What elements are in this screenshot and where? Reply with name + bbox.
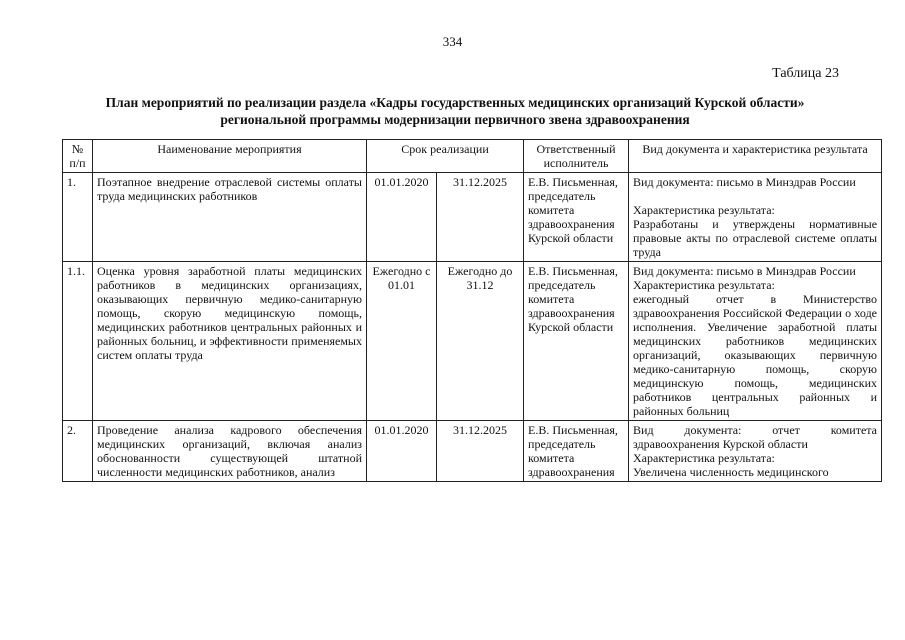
row-end: 31.12.2025: [437, 173, 524, 262]
table-row: [63, 262, 882, 421]
row-name-text: Проведение анализа кадрового обеспечения медицинских организаций, включая анализ обоснованности существующей штатной численности медицинских работников, анализ: [97, 423, 362, 479]
header-result: Вид документа и характеристика результата: [629, 140, 882, 173]
row-responsible: Е.В. Письменная, председатель комитета здравоохранения Курской области: [524, 262, 629, 421]
row-name: Оценка уровня заработной платы медицинских работников в медицинских организациях, оказывающих первичную медико-санитарную помощь, скорую медицинскую помощь, медицинских работников центральных районных и районных больниц, и эффективности применяемых систем оплаты труда: [93, 262, 367, 421]
row-result: [629, 421, 882, 482]
row-num: 1.1.: [63, 262, 93, 421]
header-name: Наименование мероприятия: [93, 140, 367, 173]
row-doc: Вид документа: письмо в Минздрав России: [633, 175, 856, 189]
row-char-label: Характеристика результата:: [633, 451, 775, 465]
header-responsible: Ответственный исполнитель: [524, 140, 629, 173]
table-header-row: [63, 140, 882, 173]
row-num: 2.: [63, 421, 93, 482]
page-number: 334: [442, 34, 463, 49]
row-end: 31.12.2025: [437, 421, 524, 482]
row-responsible-text: Е.В. Письменная, председатель комитета здравоохранения: [528, 423, 618, 479]
title-line-1: План мероприятий по реализации раздела «Кадры государственных медицинских организаций Курской области»: [105, 95, 805, 110]
row-name: Поэтапное внедрение отраслевой системы оплаты труда медицинских работников: [93, 173, 367, 262]
row-char: Разработаны и утверждены нормативные правовые акты по отраслевой системе оплаты труда: [633, 217, 878, 259]
header-num: № п/п: [63, 140, 93, 173]
row-result: [629, 173, 882, 262]
table-row: [63, 421, 882, 482]
row-start: 01.01.2020: [367, 421, 437, 482]
plan-table: [62, 139, 882, 482]
row-num: 1.: [63, 173, 93, 262]
table-row: [63, 173, 882, 262]
row-char-label: Характеристика результата:: [633, 203, 775, 217]
row-doc: Вид документа: письмо в Минздрав России: [633, 264, 856, 278]
header-period: Срок реализации: [367, 140, 524, 173]
row-end: Ежегодно до 31.12: [437, 262, 524, 421]
row-responsible: [524, 421, 629, 482]
row-responsible: Е.В. Письменная, председатель комитета здравоохранения Курской области: [524, 173, 629, 262]
row-doc: Вид документа: отчет комитета здравоохранения Курской области: [633, 423, 878, 451]
row-char: ежегодный отчет в Министерство здравоохранения Российской Федерации о ходе исполнения. Увеличение заработной платы медицинских работников медицинских организаций, оказывающих первичную медико-санитарную помощь, скорую медицинскую помощь, медицинских работников центральных районных и районных больниц: [633, 292, 878, 418]
title-line-2: региональной программы модернизации первичного звена здравоохранения: [220, 112, 690, 127]
row-start: 01.01.2020: [367, 173, 437, 262]
table-label: Таблица 23: [772, 66, 839, 81]
row-char-label: Характеристика результата:: [633, 278, 775, 292]
document-title: [40, 94, 870, 128]
row-start: Ежегодно с 01.01: [367, 262, 437, 421]
row-char: Увеличена численность медицинского: [633, 465, 829, 479]
row-result: [629, 262, 882, 421]
row-name: [93, 421, 367, 482]
